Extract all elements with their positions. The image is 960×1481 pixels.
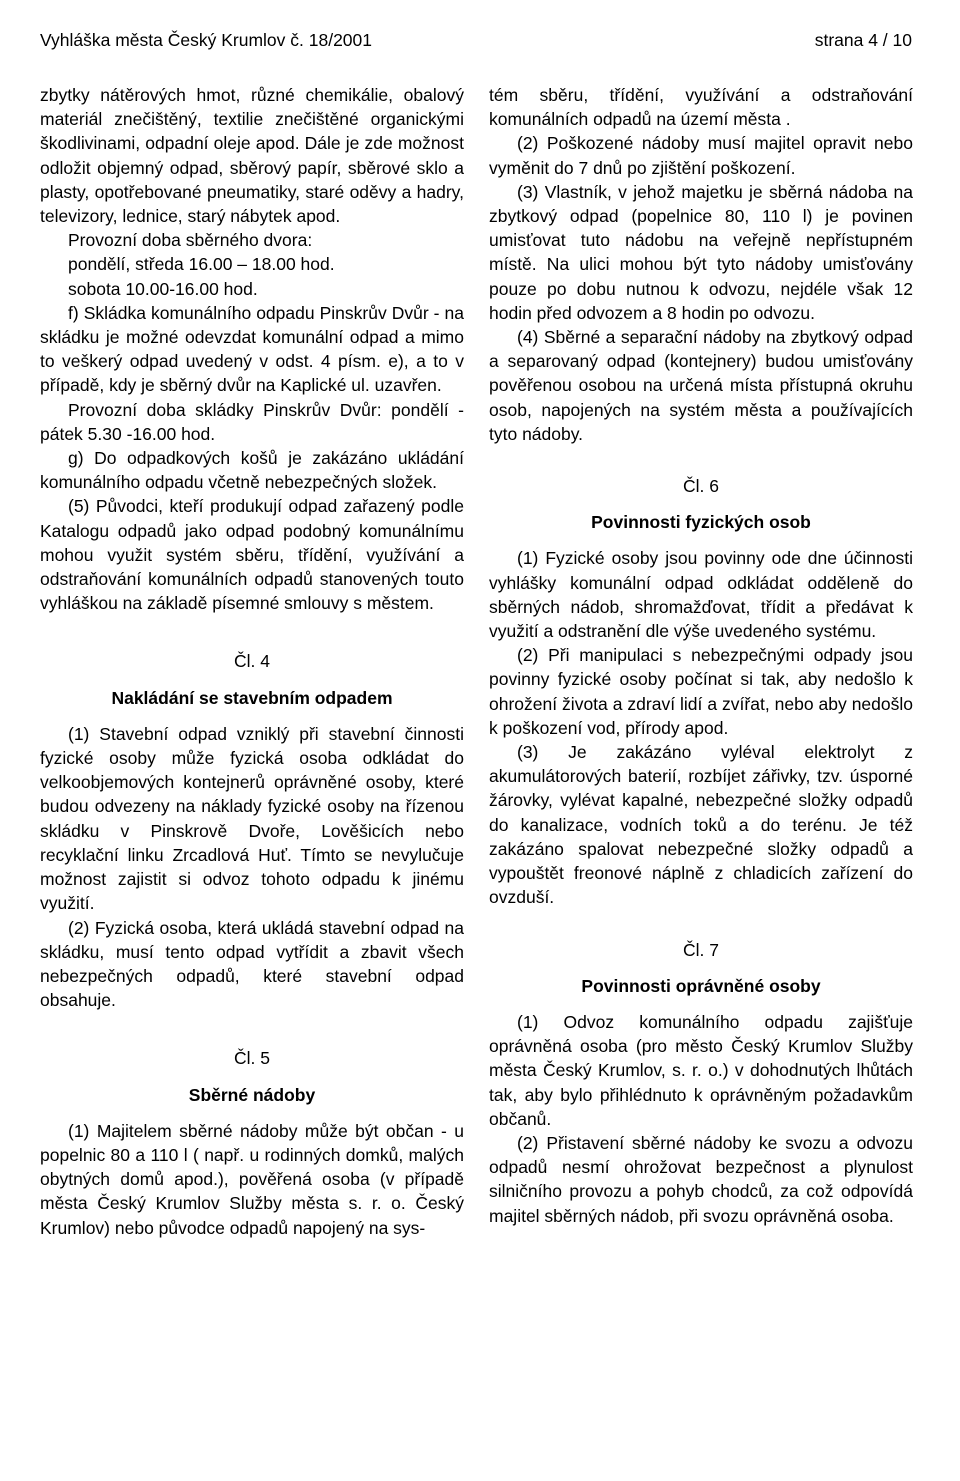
paragraph: (2) Fyzická osoba, která ukládá stavební odpad na skládku, musí tento odpad vytřídit a zbavit všech nebezpečných odpadů, které stavební odpad obsahuje. [40,917,464,1011]
paragraph: zbytky nátěrových hmot, různé chemikálie, obalový materiál znečištěný, textilie znečištěné organickými škodlivinami, odpadní oleje apod. Dále je zde možnost odložit objemný odpad, sběrový papír, sběrové sklo a plasty, opotřebované pneumatiky, staré oděvy a hadry, televizory, lednice, starý nábytek apod. [40,85,464,227]
article-number: Čl. 5 [234,1048,270,1069]
paragraph: g) Do odpadkových košů je zakázáno ukládání komunálního odpadu včetně nebezpečných složek. [40,448,464,493]
paragraph: f) Skládka komunálního odpadu Pinskrův Dvůr - na skládku je možné odevzdat komunální odpad a mimo to veškerý odpad uvedený v odst. 4 písm. e), a to v případě, kdy je sběrný dvůr na Kaplické ul. uzavřen. [40,302,464,396]
page-number: strana 4 / 10 [814,30,912,50]
paragraph: Provozní doba skládky Pinskrův Dvůr: pondělí - pátek 5.30 -16.00 hod. [40,399,464,444]
paragraph: (1) Fyzické osoby jsou povinny ode dne účinnosti vyhlášky komunální odpad odkládat odděleně do sběrných nádob, shromažďovat, třídit a předávat k využití a odstranění dle výše uvedeného systému. [489,548,913,642]
paragraph: (1) Majitelem sběrné nádoby může být občan - u popelnic 80 a 110 l ( např. u rodinných domků, malých obytných domů apod.), pověřená osoba (v případě města Český Krumlov Služby města s. r. o. Český Krumlov) nebo původce odpadů napojený na sys- [40,1120,464,1238]
hours-line: sobota 10.00-16.00 hod. [68,278,258,299]
article-heading: Nakládání se stavebním odpadem [111,687,393,708]
paragraph: tém sběru, třídění, využívání a odstraňování komunálních odpadů na území města . [489,85,913,130]
paragraph: (3) Vlastník, v jehož majetku je sběrná nádoba na zbytkový odpad (popelnice 80, 110 l) je povinen umisťovat tuto nádobu na veřejně nepřístupném místě. Na ulici mohou být tyto nádoby umisťovány pouze po dobu nutnou k odvozu, nejdéle však 12 hodin před odvozem a 8 hodin po odvozu. [489,181,913,323]
page-header [40,26,912,56]
article-number: Čl. 7 [683,939,719,960]
article-heading: Povinnosti oprávněné osoby [581,975,821,996]
article-number: Čl. 4 [234,651,270,672]
article-heading: Povinnosti fyzických osob [591,512,811,533]
paragraph: (4) Sběrné a separační nádoby na zbytkový odpad a separovaný odpad (kontejnery) budou umisťovány pověřenou osobou na určená místa přístupná okruhu osob, napojených na systém města a používajících tyto nádoby. [489,327,913,444]
paragraph: (3) Je zakázáno vyléval elektrolyt z akumulátorových baterií, rozbíjet zářivky, tzv. úsporné žárovky, vylévat kapalné, nebezpečné složky odpadů do kanalizace, vodních toků a do terénu. Je též zakázáno spalovat nebezpečné složky odpadů a vypouštět freonové náplně z chladicích zařízení do ovzduší. [489,742,913,908]
left-column [40,83,464,1240]
paragraph: (2) Přistavení sběrné nádoby ke svozu a odvozu odpadů nesmí ohrožovat bezpečnost a plynulost silničního provozu a pohyb chodců, za což odpovídá majitel sběrných nádob, při svozu oprávněná osoba. [489,1132,913,1226]
paragraph: (5) Původci, kteří produkují odpad zařazený podle Katalogu odpadů jako odpad podobný komunálnímu mohou využit systém sběru, třídění, využívání a odstraňování komunálních odpadů stanovených touto vyhláškou na základě písemné smlouvy s městem. [40,496,464,614]
hours-title: Provozní doba sběrného dvora: [68,230,313,251]
paragraph: (2) Poškozené nádoby musí majitel opravit nebo vyměnit do 7 dnů po zjištění poškození. [489,133,913,178]
article-number: Čl. 6 [683,476,719,497]
paragraph: (1) Odvoz komunálního odpadu zajišťuje oprávněná osoba (pro město Český Krumlov Služby města Český Krumlov, s. r. o.) v dohodnutých lhůtách tak, aby bylo přihlédnuto k oprávněným požadavkům občanů. [489,1011,913,1129]
right-column [489,83,913,1228]
article-heading: Sběrné nádoby [188,1084,316,1105]
paragraph: (1) Stavební odpad vzniklý při stavební činnosti fyzické osoby může fyzická osoba odkládat do velkoobjemových kontejnerů oprávněné osoby, které budou odvezeny na náklady fyzické osoby na řízenou skládku v Pinskrově Dvoře, Lověšicích nebo recyklační linku Zrcadlová Huť. Tímto se nevylučuje možnost zajistit si odvoz tohoto odpadu k jinému využití. [40,723,464,914]
hours-line: pondělí, středa 16.00 – 18.00 hod. [68,254,335,275]
paragraph: (2) Při manipulaci s nebezpečnými odpady jsou povinny fyzické osoby počínat si tak, aby nedošlo k ohrožení života a zdraví lidí a zvířat, nebo aby nedošlo k poškození vod, přírody apod. [489,645,913,738]
document-title: Vyhláška města Český Krumlov č. 18/2001 [40,30,372,50]
